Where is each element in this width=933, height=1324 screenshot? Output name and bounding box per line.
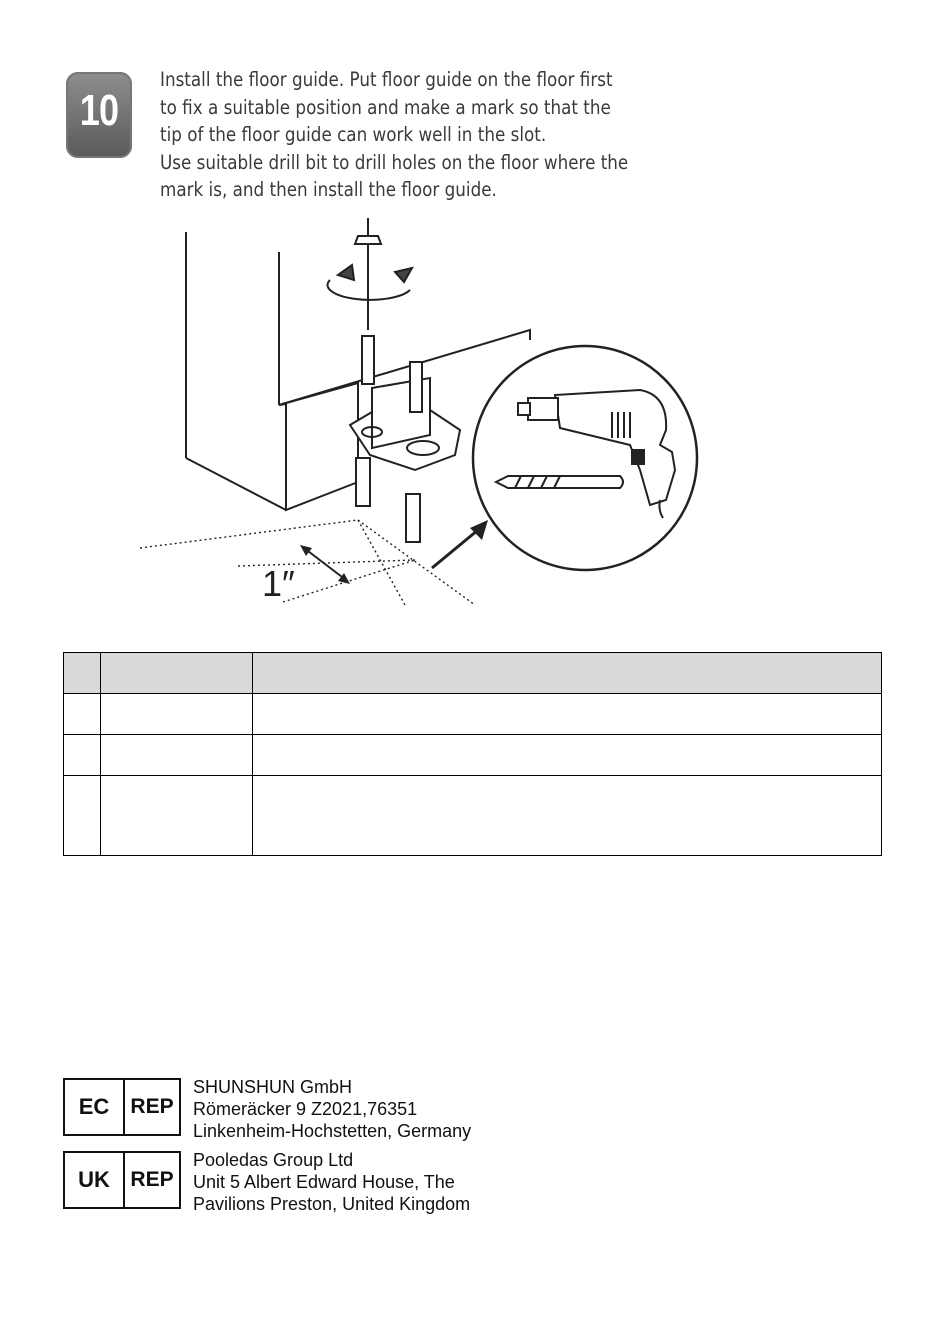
instruction-line: mark is, and then install the floor guide.: [160, 178, 497, 202]
address-line: Pooledas Group Ltd: [193, 1150, 354, 1170]
wall-plug: [356, 458, 370, 506]
dimension-arrow: [304, 548, 346, 580]
table-header-cell: [253, 653, 882, 694]
uk-label: UK: [65, 1153, 125, 1207]
wall-plug: [406, 494, 420, 542]
instruction-text: [160, 66, 629, 204]
instruction-line: to fix a suitable position and make a mark so that the: [160, 95, 611, 119]
table-header-cell: [101, 653, 253, 694]
address-line: SHUNSHUN GmbH: [193, 1077, 353, 1097]
instruction-line: Install the floor guide. Put floor guide on the floor first: [160, 68, 613, 91]
step-number: 10: [79, 86, 119, 135]
door-bottom-panel: [279, 383, 358, 510]
ec-rep-address: [193, 1076, 471, 1142]
address-line: Unit 5 Albert Edward House, The: [193, 1172, 455, 1192]
screw: [362, 336, 374, 384]
ec-label: EC: [65, 1080, 125, 1134]
floor-guide-illustration: [130, 210, 710, 610]
callout-arrow: [432, 530, 478, 568]
uk-rep-symbol: [63, 1151, 181, 1209]
table-row: [64, 694, 882, 735]
instruction-line: Use suitable drill bit to drill holes on the floor where the: [160, 150, 629, 174]
ec-rep-symbol: [63, 1078, 181, 1136]
rep-label: REP: [130, 1168, 174, 1191]
step-number-badge: [66, 72, 132, 158]
screw: [410, 362, 422, 412]
table-row: [64, 776, 882, 856]
address-line: Pavilions Preston, United Kingdom: [193, 1194, 471, 1214]
rep-label: REP: [130, 1095, 174, 1118]
address-line: Linkenheim-Hochstetten, Germany: [193, 1121, 472, 1141]
instruction-line: tip of the floor guide can work well in the slot.: [160, 123, 547, 147]
address-line: Römeräcker 9 Z2021,76351: [193, 1099, 418, 1119]
table-row: [64, 735, 882, 776]
drill-bit-icon: [496, 476, 623, 488]
uk-rep-address: [193, 1149, 470, 1215]
table-header-cell: [64, 653, 101, 694]
dimension-label: 1″: [262, 563, 295, 604]
parts-table: [63, 652, 882, 856]
